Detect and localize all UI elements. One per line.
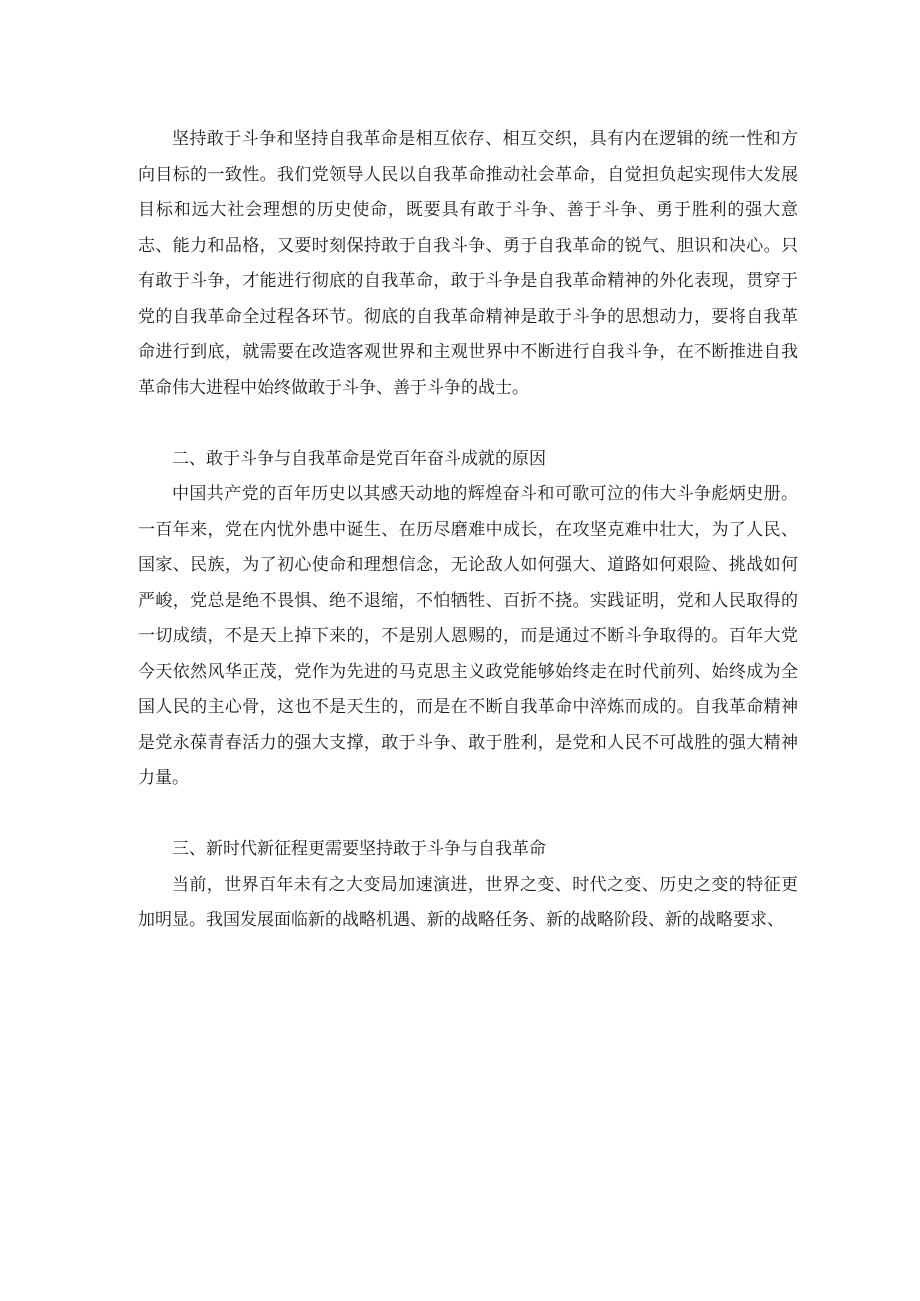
section-heading: 二、敢于斗争与自我革命是党百年奋斗成就的原因 <box>172 448 546 469</box>
body-paragraph: 中国共产党的百年历史以其感天动地的辉煌奋斗和可歌可泣的伟大斗争彪炳史册。一百年来，党在内忧外患中诞生、在历尽磨难中成长，在攻坚克难中壮大，为了人民、国家、民族，为了初心使命和理想信念，无论敌人如何强大、道路如何艰险、挑战如何严峻，党总是绝不畏惧、绝不退缩，不怕牺牲、百折不挠。实践证明，党和人民取得的一切成绩，不是天上掉下来的，不是别人恩赐的，而是通过不断斗争取得的。百年大党今天依然风华正茂，党作为先进的马克思主义政党能够始终走在时代前列、始终成为全国人民的主心骨，这也不是天生的，而是在不断自我革命中淬炼而成的。自我革命精神是党永葆青春活力的强大支撑，敢于斗争、敢于胜利，是党和人民不可战胜的强大精神力量。 <box>138 484 798 788</box>
document-body <box>138 122 798 939</box>
body-paragraph: 坚持敢于斗争和坚持自我革命是相互依存、相互交织，具有内在逻辑的统一性和方向目标的一致性。我们党领导人民以自我革命推动社会革命，自觉担负起实现伟大发展目标和远大社会理想的历史使命，既要具有敢于斗争、善于斗争、勇于胜利的强大意志、能力和品格，又要时刻保持敢于自我斗争、勇于自我革命的锐气、胆识和决心。只有敢于斗争，才能进行彻底的自我革命，敢于斗争是自我革命精神的外化表现，贯穿于党的自我革命全过程各环节。彻底的自我革命精神是敢于斗争的思想动力，要将自我革命进行到底，就需要在改造客观世界和主观世界中不断进行自我斗争，在不断推进自我革命伟大进程中始终做敢于斗争、善于斗争的战士。 <box>138 129 798 398</box>
section-heading: 三、新时代新征程更需要坚持敢于斗争与自我革命 <box>172 839 546 859</box>
body-paragraph: 当前，世界百年未有之大变局加速演进，世界之变、时代之变、历史之变的特征更加明显。我国发展面临新的战略机遇、新的战略任务、新的战略阶段、新的战略要求、 <box>138 874 798 930</box>
